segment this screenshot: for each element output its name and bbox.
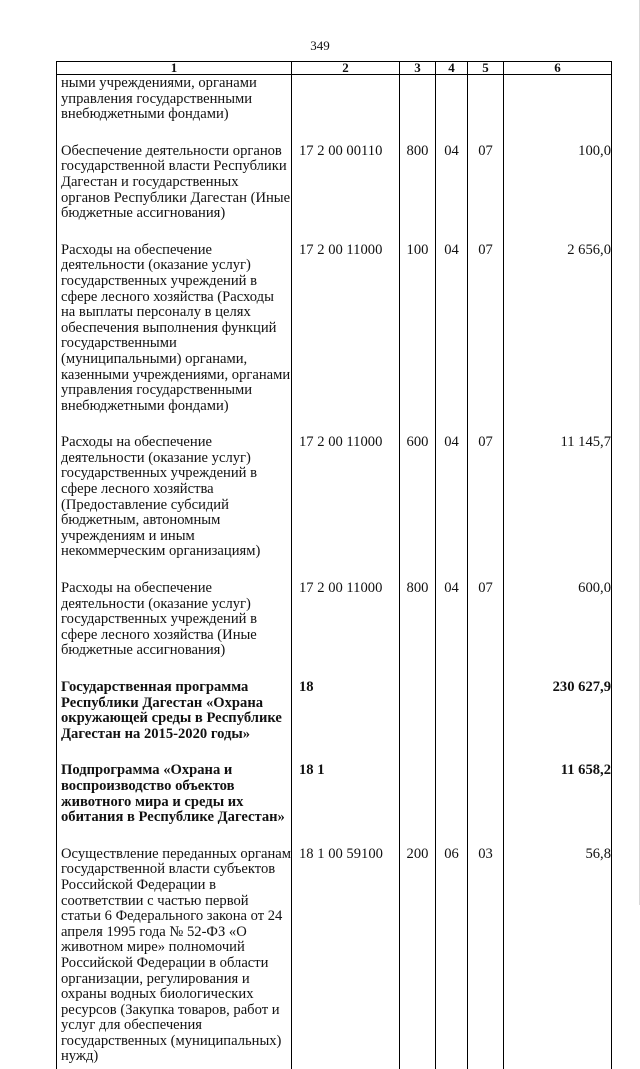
row-description: Расходы на обеспечение деятельности (оказание услуг) государственных учреждений в сфере лесного хозяйства (Расходы на выплаты персоналу в целях обеспечения выполнения функций государственными (муниципальными) органами, казенными учреждениями, органами управления государственными внебюджетными фондами) — [57, 243, 292, 436]
table-row — [57, 763, 612, 846]
row-section — [436, 75, 468, 144]
row-target-code — [292, 75, 400, 144]
row-subsection — [468, 75, 504, 144]
row-amount: 2 656,0 — [504, 243, 612, 436]
header-row — [57, 62, 612, 75]
column-header-5: 5 — [468, 62, 504, 75]
row-expense-type — [400, 75, 436, 144]
row-expense-type — [400, 680, 436, 763]
row-amount: 11 658,2 — [504, 763, 612, 846]
table-row — [57, 144, 612, 243]
row-subsection: 07 — [468, 581, 504, 680]
column-header-2: 2 — [292, 62, 400, 75]
row-subsection: 07 — [468, 435, 504, 581]
row-description: Государственная программа Республики Дагестан «Охрана окружающей среды в Республике Дагестан на 2015-2020 годы» — [57, 680, 292, 763]
row-target-code: 18 1 — [292, 763, 400, 846]
row-expense-type: 800 — [400, 581, 436, 680]
row-expense-type: 200 — [400, 847, 436, 1069]
row-expense-type: 800 — [400, 144, 436, 243]
row-target-code: 17 2 00 11000 — [292, 581, 400, 680]
row-subsection — [468, 680, 504, 763]
row-subsection: 07 — [468, 243, 504, 436]
row-section: 04 — [436, 144, 468, 243]
row-description: Расходы на обеспечение деятельности (оказание услуг) государственных учреждений в сфере лесного хозяйства (Предоставление субсидий бюджетным, автономным учреждениям и иным некоммерческим организациям) — [57, 435, 292, 581]
column-header-1: 1 — [57, 62, 292, 75]
table-header — [57, 62, 612, 75]
row-expense-type: 100 — [400, 243, 436, 436]
column-header-4: 4 — [436, 62, 468, 75]
row-section: 04 — [436, 243, 468, 436]
row-amount: 230 627,9 — [504, 680, 612, 763]
table-body — [57, 75, 612, 1069]
row-description: Осуществление переданных органам государственной власти субъектов Российской Федерации в соответствии с частью первой статьи 6 Федерального закона от 24 апреля 1995 года № 52-ФЗ «О животном мире» полномочий Российской Федерации в области организации, регулирования и охраны водных биологических ресурсов (Закупка товаров, работ и услуг для обеспечения государственных (муниципальных) нужд) — [57, 847, 292, 1069]
row-target-code: 18 — [292, 680, 400, 763]
row-target-code: 17 2 00 00110 — [292, 144, 400, 243]
table-row — [57, 75, 612, 144]
budget-table — [56, 61, 612, 1069]
row-expense-type: 600 — [400, 435, 436, 581]
column-header-3: 3 — [400, 62, 436, 75]
row-section — [436, 680, 468, 763]
table-row — [57, 581, 612, 680]
row-subsection — [468, 763, 504, 846]
table-row — [57, 847, 612, 1069]
row-description: Обеспечение деятельности органов государственной власти Республики Дагестан и государственных органов Республики Дагестан (Иные бюджетные ассигнования) — [57, 144, 292, 243]
row-section — [436, 763, 468, 846]
table-row — [57, 435, 612, 581]
row-target-code: 17 2 00 11000 — [292, 435, 400, 581]
row-amount: 11 145,7 — [504, 435, 612, 581]
row-section: 04 — [436, 581, 468, 680]
row-subsection: 03 — [468, 847, 504, 1069]
row-section: 06 — [436, 847, 468, 1069]
row-expense-type — [400, 763, 436, 846]
row-amount — [504, 75, 612, 144]
column-header-6: 6 — [504, 62, 612, 75]
row-description: Расходы на обеспечение деятельности (оказание услуг) государственных учреждений в сфере лесного хозяйства (Иные бюджетные ассигнования) — [57, 581, 292, 680]
row-description: ными учреждениями, органами управления государственными внебюджетными фондами) — [57, 75, 292, 144]
table-row — [57, 680, 612, 763]
row-description: Подпрограмма «Охрана и воспроизводство объектов животного мира и среды их обитания в Республике Дагестан» — [57, 763, 292, 846]
row-subsection: 07 — [468, 144, 504, 243]
row-target-code: 17 2 00 11000 — [292, 243, 400, 436]
page-number: 349 — [0, 38, 640, 54]
row-amount: 600,0 — [504, 581, 612, 680]
row-section: 04 — [436, 435, 468, 581]
row-target-code: 18 1 00 59100 — [292, 847, 400, 1069]
row-amount: 56,8 — [504, 847, 612, 1069]
row-amount: 100,0 — [504, 144, 612, 243]
table-row — [57, 243, 612, 436]
